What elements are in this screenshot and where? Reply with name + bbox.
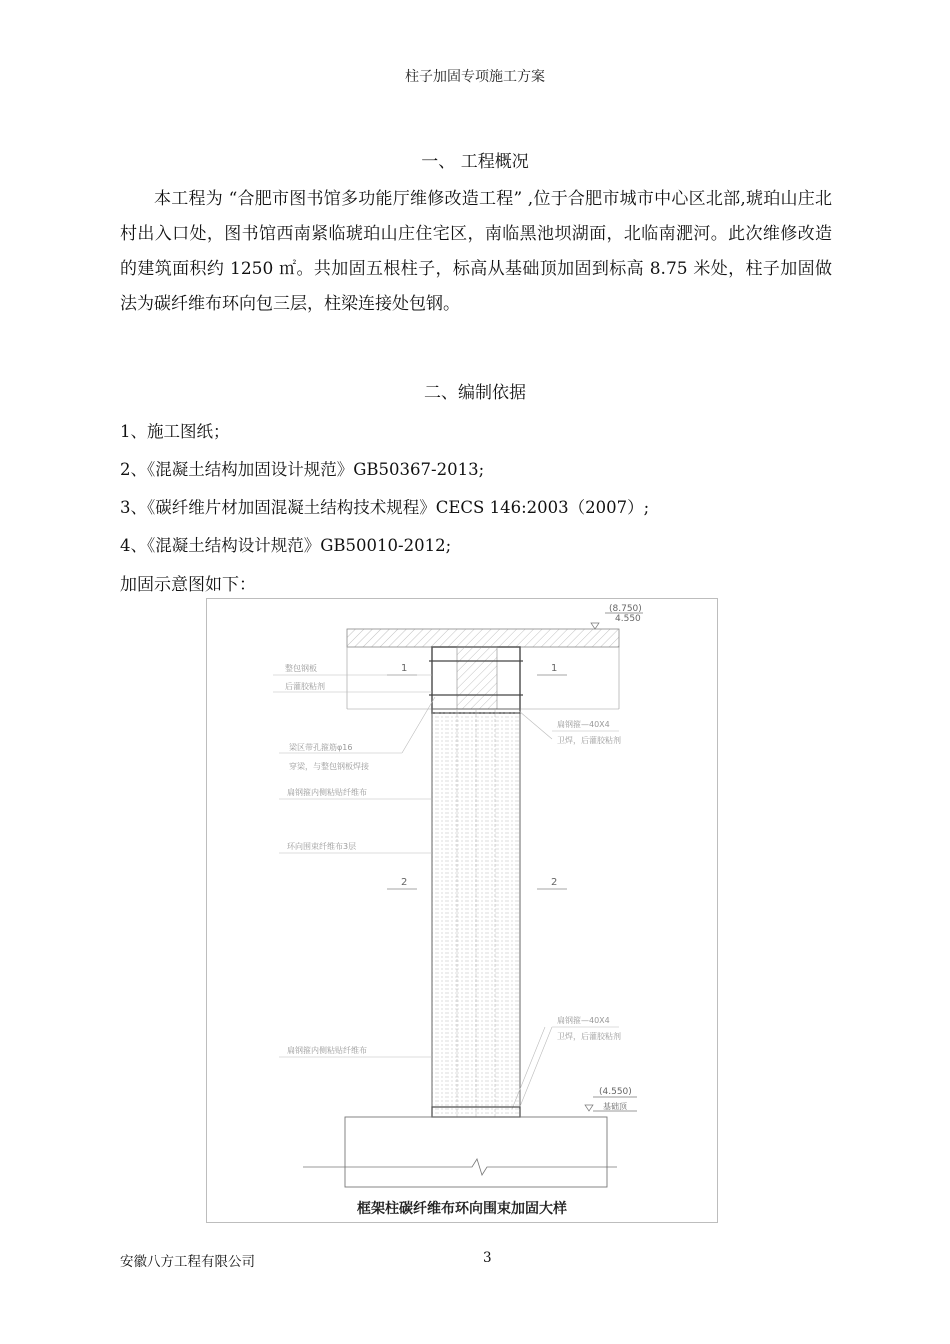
elevation-bottom-label: (4.550): [599, 1087, 632, 1097]
label-left-1: 整包钢板: [285, 664, 317, 673]
reference-item-4: 4、《混凝土结构设计规范》GB50010-2012;: [120, 536, 452, 555]
section-mark-2-right: 2: [551, 877, 558, 888]
label-left-7: 扁钢箍内侧粘贴纤维布: [287, 1046, 367, 1055]
section-mark-1-right: 1: [551, 663, 558, 674]
beam-slab: [347, 629, 619, 647]
foundation: [345, 1117, 607, 1187]
leader-right-3: [519, 1027, 552, 1109]
joint-core: [457, 647, 497, 709]
label-left-4: 穿梁，与整包钢板焊接: [289, 762, 369, 771]
section-mark-1-left: 1: [401, 663, 408, 674]
elevation-bottom-marker: [585, 1105, 593, 1111]
label-left-5: 扁钢箍内侧粘贴纤维布: [287, 788, 367, 797]
reference-item-2: 2、《混凝土结构加固设计规范》GB50367-2013;: [120, 460, 485, 479]
section-1-paragraph: 本工程为 “合肥市图书馆多功能厅维修改造工程” ,位于合肥市城市中心区北部,琥珀山庄北村出入口处，图书馆西南紧临琥珀山庄住宅区，南临黑池坝湖面，北临南淝河。此次维修改造的建筑面积约 1250 ㎡。共加固五根柱子，标高从基础顶加固到标高 8.75 米处，柱子加固做法为碳纤维布环向包三层，柱梁连接处包钢。: [120, 189, 832, 314]
figure-intro: 加固示意图如下：: [120, 575, 256, 595]
reference-item-3: 3、《碳纤维片材加固混凝土结构技术规程》CECS 146:2003（2007）;: [120, 498, 650, 517]
page-header: 柱子加固专项施工方案: [405, 69, 545, 85]
leader-right-1: [519, 711, 552, 739]
label-left-6: 环向围束纤维布3层: [287, 842, 357, 851]
elevation-bottom-label-2: 基础顶: [603, 1102, 627, 1111]
label-right-2: 卫焊，后灌胶粘剂: [557, 736, 621, 745]
elevation-top-label: (8.750): [609, 604, 642, 614]
reinforcement-detail-figure: [206, 598, 718, 1223]
break-line: [303, 1159, 617, 1175]
figure-caption: 框架柱碳纤维布环向围束加固大样: [357, 1201, 567, 1217]
label-right-1: 扁钢箍—40X4: [557, 720, 610, 729]
footer-company: 安徽八方工程有限公司: [120, 1254, 255, 1270]
section-2-heading: 二、编制依据: [424, 383, 526, 403]
label-left-2: 后灌胶粘剂: [285, 682, 325, 691]
section-1-heading: 一、 工程概况: [421, 152, 529, 172]
label-left-3: 梁区带孔箍筋φ16: [289, 743, 353, 752]
label-right-4: 卫焊，后灌胶粘剂: [557, 1032, 621, 1041]
elevation-top-marker: [591, 623, 599, 629]
elevation-top-label-2: 4.550: [615, 614, 641, 624]
leader-left-3-diag: [402, 697, 435, 753]
page-number: 3: [483, 1250, 492, 1266]
section-mark-2-left: 2: [401, 877, 408, 888]
reference-item-1: 1、施工图纸；: [120, 422, 230, 441]
label-right-3: 扁钢箍—40X4: [557, 1016, 610, 1025]
